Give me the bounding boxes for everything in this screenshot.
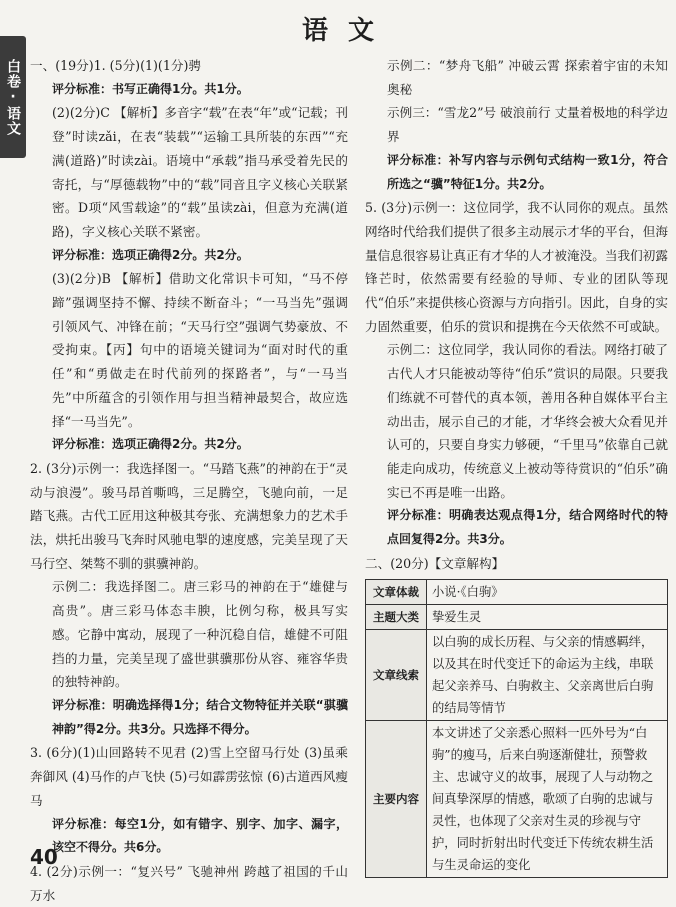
page-number: 40 bbox=[30, 845, 58, 869]
q3-scoring: 评分标准：每空1分，如有错字、别字、加字、漏字，该空不得分。共6分。 bbox=[52, 816, 348, 855]
table-row bbox=[366, 580, 668, 605]
q3-answer: 3. (6分)(1)山回路转不见君 (2)雪上空留马行处 (3)虽乘奔御风 (4)马作的卢飞快 (5)弓如霹雳弦惊 (6)古道西风瘦马 bbox=[30, 745, 348, 808]
table-value-cell: 小说·《白驹》 bbox=[427, 580, 668, 605]
q1-3-answer: (3)(2分)B 【解析】借助文化常识卡可知，“马不停蹄”强调坚持不懈、持续不断奋斗；“一马当先”强调引领风气、冲锋在前；“天马行空”强调气势豪放、不受拘束。【丙】句中的语境关键词为“面对时代的重任”和“勇做走在时代前列的探路者”，与“一马当先”中所蕴含的引领作用与担当精神最契合，故应选择“一马当先”。 bbox=[52, 271, 348, 429]
q1-1-scoring: 评分标准：书写正确得1分。共1分。 bbox=[52, 81, 249, 96]
left-column bbox=[30, 54, 348, 907]
table-row bbox=[366, 605, 668, 630]
q1-2-scoring: 评分标准：选项正确得2分。共2分。 bbox=[52, 247, 249, 262]
q2-scoring: 评分标准：明确选择得1分；结合文物特征并关联“骐骥神韵”得2分。共3分。只选择不得分。 bbox=[52, 697, 348, 736]
table-row bbox=[366, 630, 668, 721]
q1-2-answer: (2)(2分)C 【解析】多音字“载”在表“年”或“记载；刊登”时读zǎi，在表“装载”“运输工具所装的东西”“充满(道路)”时读zài。语境中“承载”指马承受着先民的寄托，与“厚德载物”中的“载”同音且字义核心关联紧密。D项“风雪载途”的“载”虽读zài，但意为充满(道路)，字义核心关联不紧密。 bbox=[52, 105, 348, 239]
q2-answer-2: 示例二：我选择图二。唐三彩马的神韵在于“雄健与高贵”。唐三彩马体态丰腴，比例匀称，极具写实感。它静中寓动，展现了一种沉稳自信，雄健不可阻挡的力量，完美呈现了盛世骐骥那份从容、雍容华贵的独特神韵。 bbox=[52, 579, 348, 690]
page-title: 语文 bbox=[301, 16, 394, 46]
q1-3-scoring: 评分标准：选项正确得2分。共2分。 bbox=[52, 437, 249, 452]
table-value-cell: 以白驹的成长历程、与父亲的情感羁绊，以及其在时代变迁下的命运为主线，串联起父亲养马、白驹救主、父亲离世后白驹的结局等情节 bbox=[427, 630, 668, 721]
q4-answer-1: 4. (2分)示例一：“复兴号” 飞驰神州 跨越了祖国的千山万水 bbox=[30, 863, 348, 903]
q5-answer-1: 5. (3分)示例一：这位同学，我不认同你的观点。虽然网络时代给我们提供了很多主动展示才华的平台，但海量信息很容易让真正有才华的人才被淹没。当我们初露锋芒时，依然需要有经验的导师、专业的团队等现代“伯乐”来提供核心资源与方向指引。因此，自身的实力固然重要，伯乐的赏识和提携在今天依然不可或缺。 bbox=[365, 200, 668, 334]
q4-answer-2: 示例二：“梦舟飞船” 冲破云霄 探索着宇宙的未知奥秘 bbox=[387, 58, 668, 97]
table-header-cell: 文章线索 bbox=[366, 630, 427, 721]
table-value-cell: 本文讲述了父亲悉心照料一匹外号为“白驹”的瘦马，后来白驹逐渐健壮，预警救主、忠诚守义的故事，展现了人与动物之间真挚深厚的情感，歌颂了白驹的忠诚与灵性，也体现了父亲对生灵的珍视与守护，同时折射出时代变迁下传统农耕生活与生灵命运的变化 bbox=[427, 721, 668, 878]
part2-heading: 二、(20分)【文章解构】 bbox=[365, 555, 505, 571]
table-value-cell: 挚爱生灵 bbox=[427, 605, 668, 630]
q5-answer-2: 示例二：这位同学，我认同你的看法。网络打破了古代人才只能被动等待“伯乐”赏识的局限。只要我们练就不可替代的真本领，善用各种自媒体平台主动出击，展示自己的才能，才华终会被大众看见并认可的，只要自身实力够硬，“千里马”依靠自己就能走向成功，传统意义上被动等待赏识的“伯乐”确实已不再是唯一出路。 bbox=[387, 342, 668, 500]
q2-answer-1: 2. (3分)示例一：我选择图一。“马踏飞燕”的神韵在于“灵动与浪漫”。骏马昂首嘶鸣，三足腾空，飞驰向前，一足踏飞燕。古代工匠用这种极其夸张、充满想象力的艺术手法，烘托出骏马飞奔时风驰电掣的速度感，完美呈现了天马行空、桀骜不驯的骐骥神韵。 bbox=[30, 460, 348, 571]
right-column bbox=[365, 54, 668, 878]
table-row bbox=[366, 721, 668, 878]
q1-heading: 一、(19分)1. (5分)(1)(1分)骋 bbox=[30, 58, 201, 73]
article-structure-table bbox=[365, 579, 668, 878]
q5-scoring: 评分标准：明确表达观点得1分，结合网络时代的特点回复得2分。共3分。 bbox=[387, 508, 668, 547]
q4-answer-3: 示例三：“雪龙2”号 破浪前行 丈量着极地的科学边界 bbox=[387, 105, 668, 145]
table-header-cell: 主要内容 bbox=[366, 721, 427, 878]
table-header-cell: 文章体裁 bbox=[366, 580, 427, 605]
section-side-tab: 白卷·语文 bbox=[0, 36, 26, 158]
q4-scoring: 评分标准：补写内容与示例句式结构一致1分，符合所选之“骥”特征1分。共2分。 bbox=[387, 152, 668, 191]
table-header-cell: 主题大类 bbox=[366, 605, 427, 630]
